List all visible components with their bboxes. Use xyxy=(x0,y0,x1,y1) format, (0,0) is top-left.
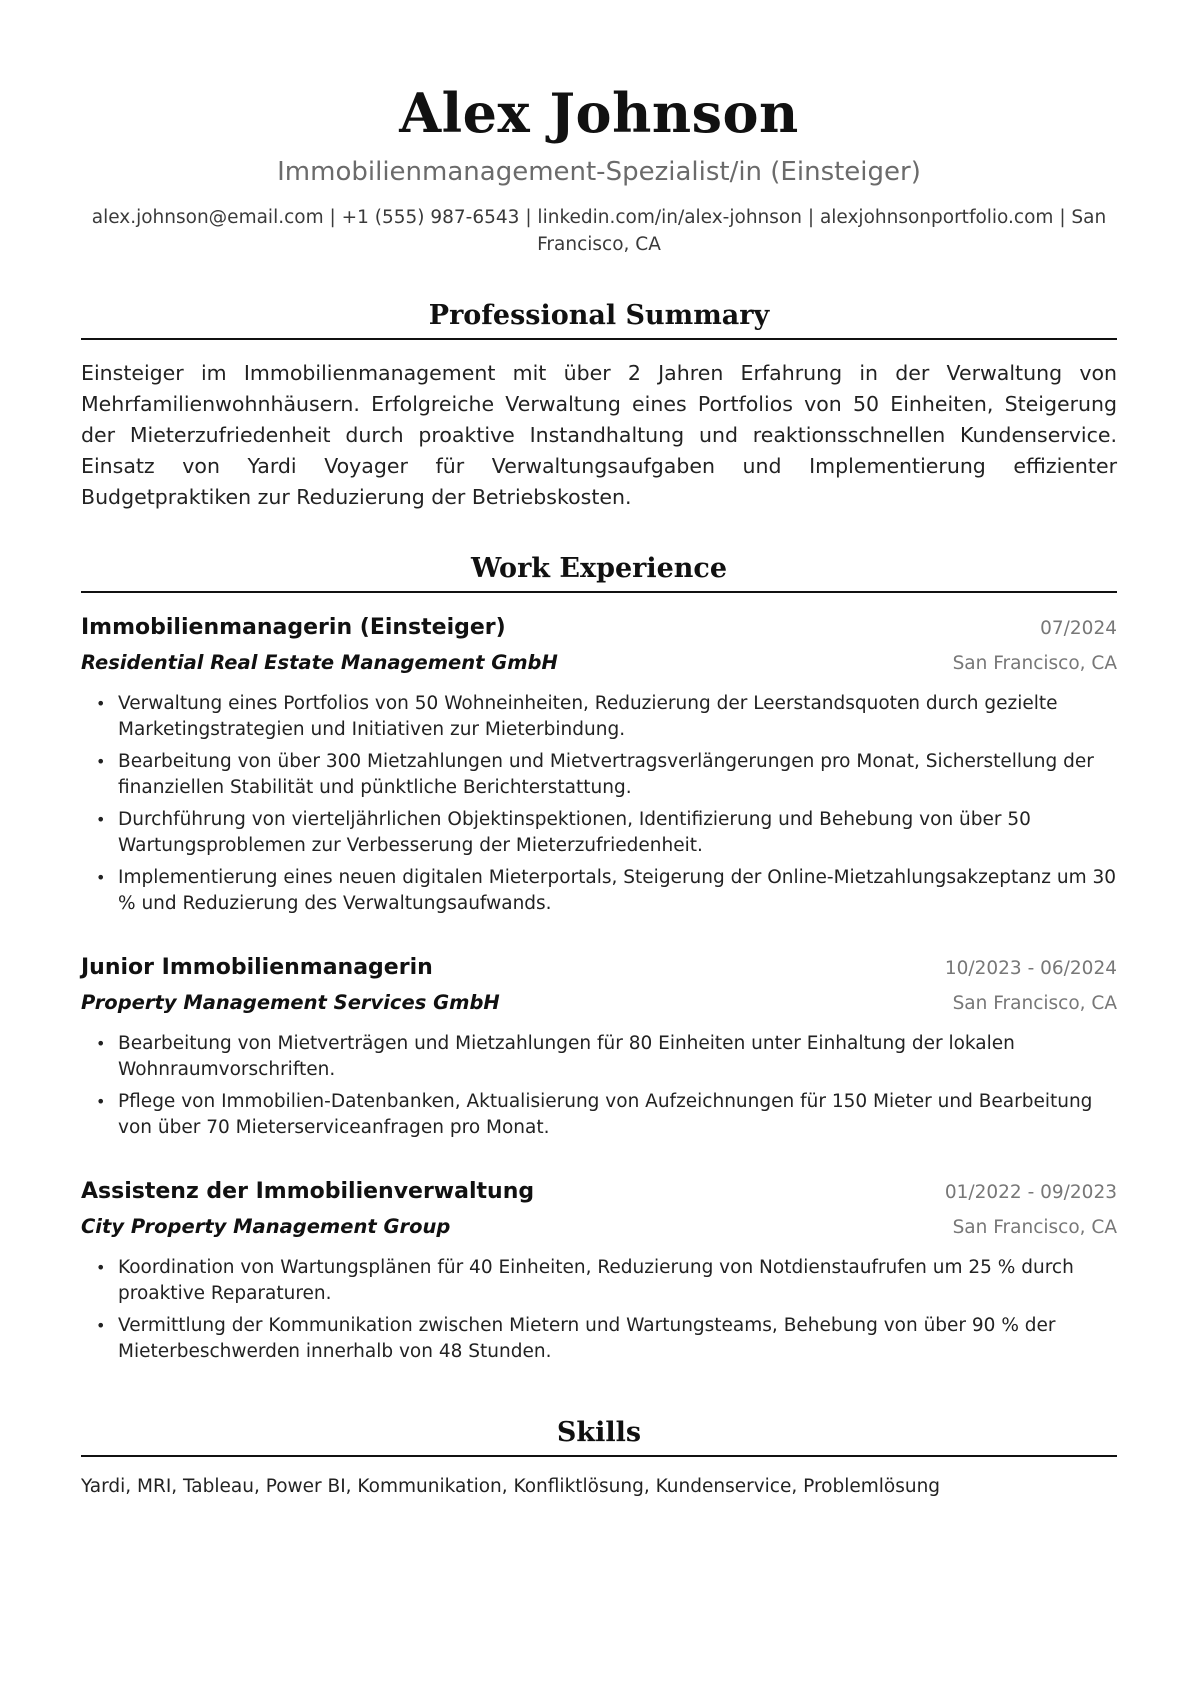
section-title-skills: Skills xyxy=(81,1415,1117,1457)
section-title-work-experience: Work Experience xyxy=(81,551,1117,593)
job-entry xyxy=(81,951,1117,1141)
resume-page xyxy=(81,78,1117,1501)
job-bullets xyxy=(81,1255,1117,1365)
skills-text: Yardi, MRI, Tableau, Power BI, Kommunikation, Konfliktlösung, Kundenservice, Problemlösung xyxy=(81,1476,941,1497)
job-date: 01/2022 - 09/2023 xyxy=(944,1182,1117,1203)
job-bullet: • Vermittlung der Kommunikation zwischen Mietern und Wartungsteams, Behebung von über 90 % der Mieterbeschwerden innerhalb von 48 Stunden. xyxy=(81,1313,1117,1365)
job-bullets xyxy=(81,1031,1117,1141)
job-location: San Francisco, CA xyxy=(952,1217,1117,1238)
job-bullets xyxy=(81,691,1117,917)
job-date: 07/2024 xyxy=(1040,618,1117,639)
job-location: San Francisco, CA xyxy=(952,653,1117,674)
job-company: Residential Real Estate Management GmbH xyxy=(81,651,558,674)
job-bullet: • Durchführung von vierteljährlichen Objektinspektionen, Identifizierung und Behebung von über 50 Wartungsproblemen zur Verbesserung der Mieterzufriedenheit. xyxy=(81,807,1117,859)
job-bullet: • Bearbeitung von Mietverträgen und Mietzahlungen für 80 Einheiten unter Einhaltung der lokalen Wohnraumvorschriften. xyxy=(81,1031,1117,1083)
summary-text: Einsteiger im Immobilienmanagement mit über 2 Jahren Erfahrung in der Verwaltung von Mehrfamilienwohnhäusern. Erfolgreiche Verwaltung eines Portfolios von 50 Einheiten, Steigerung der Mieterzufriedenheit durch proaktive Instandhaltung und reaktionsschnellen Kundenservice. Einsatz von Yardi Voyager für Verwaltungsaufgaben und Implementierung effizienter Budgetpraktiken zur Reduzierung der Betriebskosten. xyxy=(81,361,1117,509)
job-entry xyxy=(81,1175,1117,1365)
job-company: Property Management Services GmbH xyxy=(81,991,500,1014)
section-title-summary: Professional Summary xyxy=(81,298,1117,340)
job-bullet: • Implementierung eines neuen digitalen Mieterportals, Steigerung der Online-Mietzahlungsakzeptanz um 30 % und Reduzierung des Verwaltungsaufwands. xyxy=(81,865,1117,917)
job-location: San Francisco, CA xyxy=(952,993,1117,1014)
contact-line: alex.johnson@email.com | +1 (555) 987-6543 | linkedin.com/in/alex-johnson | alexjohnsonportfolio.com | San Francisco, CA xyxy=(91,207,1107,255)
job-title: Assistenz der Immobilienverwaltung xyxy=(81,1179,535,1204)
job-date: 10/2023 - 06/2024 xyxy=(944,958,1117,979)
candidate-headline: Immobilienmanagement-Spezialist/in (Einsteiger) xyxy=(277,157,921,187)
job-bullet: • Verwaltung eines Portfolios von 50 Wohneinheiten, Reduzierung der Leerstandsquoten durch gezielte Marketingstrategien und Initiativen zur Mieterbindung. xyxy=(81,691,1117,743)
job-bullet: • Koordination von Wartungsplänen für 40 Einheiten, Reduzierung von Notdienstaufrufen um 25 % durch proaktive Reparaturen. xyxy=(81,1255,1117,1307)
candidate-name: Alex Johnson xyxy=(399,81,799,145)
job-title: Immobilienmanagerin (Einsteiger) xyxy=(81,615,506,640)
job-bullet: • Pflege von Immobilien-Datenbanken, Aktualisierung von Aufzeichnungen für 150 Mieter und Bearbeitung von über 70 Mieterserviceanfragen pro Monat. xyxy=(81,1089,1117,1141)
job-entry xyxy=(81,611,1117,917)
job-bullet: • Bearbeitung von über 300 Mietzahlungen und Mietvertragsverlängerungen pro Monat, Sicherstellung der finanziellen Stabilität und pünktliche Berichterstattung. xyxy=(81,749,1117,801)
job-company: City Property Management Group xyxy=(81,1215,451,1238)
job-title: Junior Immobilienmanagerin xyxy=(81,955,433,980)
